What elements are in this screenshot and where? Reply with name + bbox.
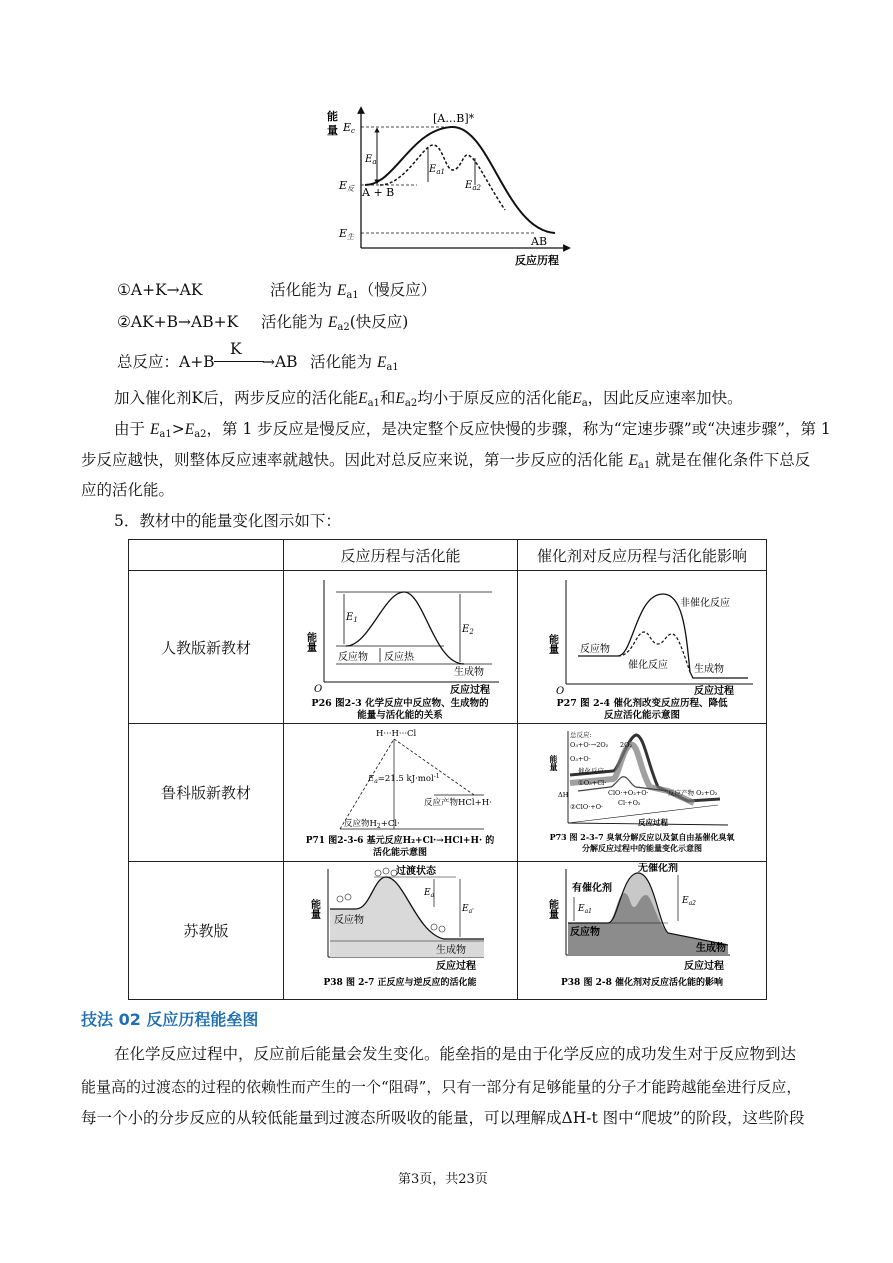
sujiao-fig2-ylabel: 能量 xyxy=(546,898,558,919)
renjiao-fig1-xlabel: 反应过程 xyxy=(450,685,490,696)
lukejiao-fig2-caption1: P73 图 2-3-7 臭氧分解反应以及氯自由基催化臭氧 xyxy=(549,831,735,842)
para2-line1 xyxy=(114,419,831,445)
para2-line2-end: 就是在催化条件下总反 xyxy=(655,451,811,469)
renjiao-fig1 xyxy=(284,571,518,724)
sujiao-fig1 xyxy=(284,862,518,1000)
step1-line xyxy=(117,280,202,300)
textbook-comparison-table xyxy=(128,539,767,1000)
para2-e2-sub: a2 xyxy=(194,429,207,440)
lukejiao-fig1-ts: H···H···Cl xyxy=(376,728,417,739)
edition-label: 苏教版 xyxy=(129,862,284,1000)
lukejiao-fig2-l1: 总反应: xyxy=(570,730,592,739)
para2-text-b: ，第 1 步反应是慢反应，是决定整个反应快慢的步骤，称为“定速步骤”或“决速步骤”，第 1 xyxy=(206,420,831,438)
sujiao-fig2 xyxy=(518,862,767,1000)
renjiao-fig1-heat: 反应热 xyxy=(384,652,414,663)
lukejiao-fig1 xyxy=(284,724,518,862)
top-reactants-label: A + B xyxy=(362,186,395,199)
para2-e3-sub: a1 xyxy=(637,460,651,471)
renjiao-fig1-reactant: 反应物 xyxy=(338,652,368,663)
renjiao-fig2-caption1: P27 图 2-4 催化剂改变反应历程、降低 xyxy=(556,698,728,709)
lukejiao-fig2-ylabel: 能量 xyxy=(549,754,559,771)
para2-e2: E xyxy=(184,421,195,438)
renjiao-fig2-cat: 催化反应 xyxy=(628,660,668,671)
top-y-label-1: 能 xyxy=(327,110,338,123)
top-eprod-label: E生 xyxy=(339,227,355,241)
lukejiao-fig2-l2: O₃+O·→2O₂ xyxy=(570,740,609,749)
lukejiao-fig1-caption1: P71 图2-3-6 基元反应H₂+Cl·→HCl+H· 的 xyxy=(305,835,495,846)
para2-line3-text: 应的活化能。 xyxy=(81,481,175,499)
para1-e1: E xyxy=(358,390,368,407)
final-para-line3: 每一个小的分步反应的从较低能量到过渡态所吸收的能量，可以理解成ΔH-t 图中“爬坡”的阶段，这些阶段 xyxy=(81,1109,805,1127)
renjiao-fig2-product: 生成物 xyxy=(694,664,724,675)
final-para-line1: 在化学反应过程中，反应前后能量会发生变化。能垒指的是由于化学反应的成功发生对于反应物到达 xyxy=(114,1045,797,1063)
sujiao-fig2-caption: P38 图 2-8 催化剂对反应活化能的影响 xyxy=(561,977,723,988)
sujiao-fig2-ea1: $E_{a1}$ xyxy=(578,903,592,915)
para1-e2-sub: a2 xyxy=(404,398,418,409)
step1-note: （慢反应） xyxy=(358,281,437,299)
top-ea2-label: $E_{a2}$ xyxy=(465,180,481,192)
para1-e1-sub: a1 xyxy=(367,398,380,409)
step2-activation xyxy=(261,312,408,338)
para2-line2 xyxy=(81,450,810,476)
sujiao-fig2-reactant: 反应物 xyxy=(570,926,600,938)
top-ea1-label: $E_{a1}$ xyxy=(429,164,445,176)
lukejiao-fig2-l7: ②ClO·+O· xyxy=(570,802,604,811)
sujiao-fig1-ylabel: 能量 xyxy=(308,898,320,919)
sujiao-fig2-uncat: 无催化剂 xyxy=(638,862,678,874)
step2-equation: ②AK+B→AB+K xyxy=(117,313,239,331)
total-e-sub: a1 xyxy=(386,362,399,373)
lukejiao-fig2-l3: O₃+O· xyxy=(570,754,591,763)
lukejiao-fig2-l5: ①O₃+Cl· xyxy=(578,778,607,787)
lukejiao-fig1-ea: $E_a=21.5$ kJ·mol$^{-1}$ xyxy=(368,772,440,785)
step2-label: 活化能为 xyxy=(261,313,324,331)
lukejiao-fig2 xyxy=(518,724,767,862)
top-ea-label: $E_a$ xyxy=(365,154,377,166)
para1-text-b: 和 xyxy=(379,389,396,407)
item5: 5．教材中的能量变化图示如下： xyxy=(114,512,341,530)
lukejiao-fig1-reactant: 反应物$H_2+Cl\cdot$ xyxy=(344,818,400,830)
renjiao-fig1-origin: O xyxy=(314,684,323,695)
step2-note: (快反应) xyxy=(349,313,409,331)
lukejiao-fig2-l8: 2O₂ xyxy=(620,740,633,749)
step1-e: E xyxy=(336,282,347,299)
lukejiao-fig2-l4: 催化反应: xyxy=(578,766,607,775)
lukejiao-fig2-caption2: 分解反应过程中的能量变化示意图 xyxy=(582,842,702,853)
para1-text-d: ，因此反应速率加快。 xyxy=(587,389,743,407)
lukejiao-fig2-l11: 反应产物 O₂+O₂ xyxy=(668,788,718,797)
edition-label: 人教版新教材 xyxy=(129,571,284,724)
section-heading: 技法 02 反应历程能垒图 xyxy=(81,1010,259,1029)
renjiao-fig2-origin: O xyxy=(556,686,565,697)
lukejiao-fig1-product: 反应产物HCl+H· xyxy=(424,797,492,808)
renjiao-fig1-e1: $E_1$ xyxy=(346,612,358,624)
para2-e1-sub: a1 xyxy=(159,429,172,440)
sujiao-fig2-xlabel: 反应过程 xyxy=(684,960,724,972)
renjiao-fig2-reactant: 反应物 xyxy=(580,644,610,655)
table-row xyxy=(129,724,767,862)
sujiao-fig2-ea2: $E_{a2}$ xyxy=(682,895,696,907)
sujiao-fig1-ea2: $E_{a'}$ xyxy=(462,903,474,915)
top-ec-label: Ec xyxy=(343,121,355,135)
step1-activation xyxy=(270,280,436,306)
renjiao-fig2-ylabel: 能量 xyxy=(546,634,558,654)
table-header-col1: 反应历程与活化能 xyxy=(284,540,518,571)
renjiao-fig1-e2: $E_2$ xyxy=(462,624,474,636)
sujiao-fig1-ts: 过渡状态 xyxy=(396,865,436,877)
top-product-label: AB xyxy=(531,235,548,248)
table-row xyxy=(129,571,767,724)
table-row xyxy=(129,862,767,1000)
table-header-row xyxy=(129,540,767,571)
sujiao-fig1-product: 生成物 xyxy=(436,944,466,956)
lukejiao-fig2-xlabel: 反应过程 xyxy=(638,817,668,827)
renjiao-fig2-uncat: 非催化反应 xyxy=(680,598,730,609)
step1-label: 活化能为 xyxy=(270,281,333,299)
renjiao-fig2 xyxy=(518,571,767,724)
para2-e1: E xyxy=(149,421,160,438)
step1-equation: ①A+K→AK xyxy=(117,281,203,299)
para2-e3: E xyxy=(628,452,638,469)
renjiao-fig1-ylabel: 能量 xyxy=(304,632,316,652)
para2-text-a: 由于 xyxy=(114,420,146,438)
total-prefix: 总反应：A+B xyxy=(117,353,215,371)
para2-line2-text: 步反应越快，则整体反应速率就越快。因此对总反应来说，第一步反应的活化能 xyxy=(81,451,624,469)
lukejiao-fig2-l6: ΔH xyxy=(558,790,569,799)
table-header-empty xyxy=(129,540,284,571)
total-reaction-line xyxy=(117,352,215,372)
total-activation xyxy=(310,352,399,378)
sujiao-fig1-caption: P38 图 2-7 正反应与逆反应的活化能 xyxy=(323,977,477,988)
renjiao-fig2-caption2: 反应活化能示意图 xyxy=(603,710,681,721)
edition-label: 鲁科版新教材 xyxy=(129,724,284,862)
sujiao-fig2-cat: 有催化剂 xyxy=(572,882,612,894)
total-e: E xyxy=(376,354,387,371)
total-product-text: →AB xyxy=(262,353,298,371)
top-energy-diagram xyxy=(325,100,575,270)
table-header-col2: 催化剂对反应历程与活化能影响 xyxy=(518,540,767,571)
total-product xyxy=(262,352,298,372)
lukejiao-fig1-caption2: 活化能示意图 xyxy=(372,847,428,858)
para1-text-c: 均小于原反应的活化能 xyxy=(417,389,573,407)
sujiao-fig1-xlabel: 反应过程 xyxy=(436,960,476,972)
top-peak-label: [A…B]* xyxy=(433,112,475,125)
final-para-line2: 能量高的过渡态的过程的依赖性而产生的一个“阻碍”，只有一部分有足够能量的分子才能跨越能垒进行反应， xyxy=(81,1078,802,1096)
step2-e-sub: a2 xyxy=(337,322,350,333)
para1-text-a: 加入催化剂K后，两步反应的活化能 xyxy=(114,389,359,407)
renjiao-fig2-xlabel: 反应过程 xyxy=(694,686,734,697)
total-arrow-group xyxy=(214,339,266,373)
total-label: 活化能为 xyxy=(310,353,373,371)
para1-e3: E xyxy=(572,390,582,407)
lukejiao-fig2-l9: ClO·+O₂+O· xyxy=(608,788,649,797)
step1-e-sub: a1 xyxy=(346,290,359,301)
para2-line3 xyxy=(81,480,174,500)
top-x-label: 反应历程 xyxy=(515,254,559,267)
step2-line xyxy=(117,312,238,332)
total-arrow-line xyxy=(214,361,264,362)
renjiao-fig1-caption2: 能量与活化能的关系 xyxy=(357,710,443,721)
para2-gt: > xyxy=(171,420,185,438)
step2-e: E xyxy=(327,314,338,331)
top-ereact-label: E反 xyxy=(339,179,355,193)
para1-e3-sub: a xyxy=(581,398,588,409)
lukejiao-fig2-l10: Cl·+O₂ xyxy=(618,798,641,807)
sujiao-fig1-reactant: 反应物 xyxy=(334,914,364,926)
renjiao-fig1-product: 生成物 xyxy=(454,667,484,678)
para1 xyxy=(114,388,743,414)
sujiao-fig2-product: 生成物 xyxy=(696,942,726,954)
page-footer: 第3页，共23页 xyxy=(398,1172,488,1187)
sujiao-fig1-ea: $E_a$ xyxy=(424,887,435,899)
renjiao-fig1-caption1: P26 图2-3 化学反应中反应物、生成物的 xyxy=(311,698,489,709)
top-y-label-2: 量 xyxy=(327,124,338,137)
total-catalyst: K xyxy=(230,340,242,358)
para1-e2: E xyxy=(395,390,405,407)
